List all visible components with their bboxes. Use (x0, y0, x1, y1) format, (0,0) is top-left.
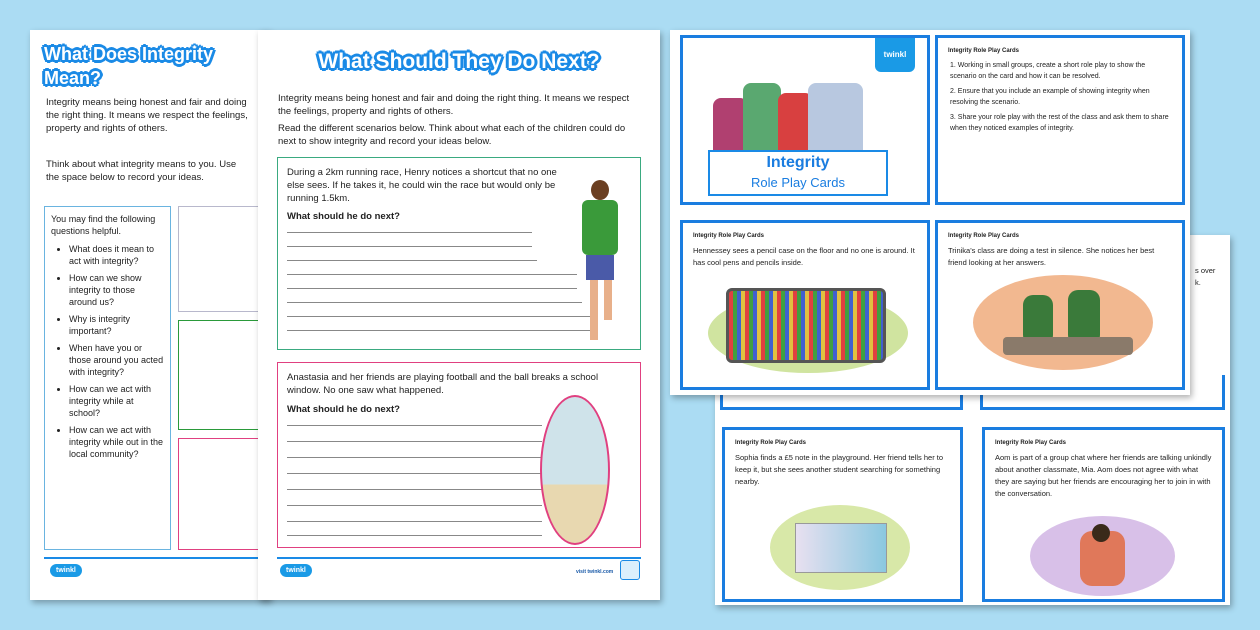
card-header: Integrity Role Play Cards (948, 48, 1020, 54)
twinkl-logo: twinkl (50, 564, 82, 577)
cover-subtitle: Role Play Cards (751, 175, 845, 190)
question-item: • How can we show integrity to those around us? (69, 272, 164, 308)
helper-questions-box (44, 206, 171, 550)
card-sheet-front (670, 30, 1190, 395)
worksheet-title: What Does Integrity Mean? (44, 44, 214, 88)
answer-box[interactable] (178, 438, 270, 550)
intro-text: Integrity means being honest and fair and doing the right thing. It means we respect the feelings, property and rights of others. (46, 97, 248, 134)
twinkl-logo: twinkl (280, 564, 312, 577)
cover-title-panel (708, 150, 888, 196)
scenario-box-henry (277, 157, 641, 350)
answer-line[interactable] (287, 489, 542, 490)
answer-line[interactable] (287, 316, 597, 317)
answer-line[interactable] (287, 232, 532, 233)
answer-line[interactable] (287, 288, 577, 289)
card-scenario: Aom is part of a group chat where her friends are talking unkindly about another classmate, Mia. Aom does not agree with what they are saying but her friends are encouraging her to join in with the conversation. (995, 453, 1212, 498)
five-pound-note-illustration (770, 505, 910, 590)
answer-line[interactable] (287, 505, 542, 506)
answer-line[interactable] (287, 535, 542, 536)
scenario-text: During a 2km running race, Henry notices a shortcut that no one else sees. If he takes it, he could win the race but would only be running 1.5km. (287, 167, 557, 204)
card-header: Integrity Role Play Cards (735, 440, 807, 446)
question-item: • When have you or those around you acted with integrity? (69, 342, 164, 378)
instruction-text: Think about what integrity means to you. Use the space below to record your ideas. (46, 159, 237, 183)
role-play-card-trinika (935, 220, 1185, 390)
students-test-illustration (973, 275, 1153, 370)
scenario-question: What should he do next? (287, 211, 400, 222)
scenario-text: Anastasia and her friends are playing football and the ball breaks a school window. No one saw what happened. (287, 372, 599, 396)
answer-line[interactable] (287, 441, 542, 442)
instruction-step: 3. Share your role play with the rest of the class and ask them to share when they noticed examples of integrity. (950, 114, 1169, 132)
running-boy-illustration (576, 180, 626, 345)
role-play-card-sophia (722, 427, 963, 602)
footer-divider (277, 557, 641, 559)
answer-line[interactable] (287, 246, 532, 247)
scenario-question: What should he do next? (287, 404, 400, 415)
answer-line[interactable] (287, 302, 582, 303)
pencil-case-illustration (708, 293, 908, 373)
role-play-card-aom (982, 427, 1225, 602)
girl-on-chair-illustration (1030, 516, 1175, 596)
worksheet-what-should-they-do-next (258, 30, 660, 600)
question-item: • What does it mean to act with integrity? (69, 243, 164, 267)
answer-line[interactable] (287, 260, 537, 261)
card-scenario: Trinika's class are doing a test in silence. She notices her best friend looking at her answers. (948, 246, 1155, 267)
instruction-text: Read the different scenarios below. Think about what each of the children could do next to show integrity and record your ideas below. (278, 123, 626, 147)
answer-line[interactable] (287, 274, 577, 275)
answer-line[interactable] (287, 457, 542, 458)
card-header: Integrity Role Play Cards (995, 440, 1067, 446)
answer-line[interactable] (287, 330, 597, 331)
answer-box[interactable] (178, 206, 270, 312)
answer-box[interactable] (178, 320, 270, 430)
answer-line[interactable] (287, 425, 542, 426)
broken-window-illustration (540, 395, 610, 545)
instruction-step: 1. Working in small groups, create a short role play to show the scenario on the card and how it can be resolved. (950, 62, 1146, 80)
answer-line[interactable] (287, 521, 542, 522)
card-scenario: Hennessey sees a pencil case on the floor and no one is around. It has cool pens and pencils inside. (693, 246, 915, 267)
hidden-text-fragment: s over (1195, 266, 1216, 275)
instruction-step: 2. Ensure that you include an example of showing integrity when resolving the scenario. (950, 88, 1150, 106)
hidden-card-fragment (1195, 265, 1215, 289)
question-item: • How can we act with integrity while at school? (69, 383, 164, 419)
cover-title: Integrity (766, 154, 830, 171)
card-header: Integrity Role Play Cards (693, 233, 765, 239)
twinkl-logo: twinkl (875, 38, 915, 72)
footer-divider (44, 557, 270, 559)
hidden-text-fragment: k. (1195, 278, 1201, 287)
intro-text: Integrity means being honest and fair and doing the right thing. It means we respect the feelings, property and rights of others. (278, 93, 630, 117)
worksheet-title: What Should They Do Next? (318, 50, 600, 73)
answer-line[interactable] (287, 473, 542, 474)
role-play-card-hennessey (680, 220, 930, 390)
helper-intro: You may find the following questions helpful. (51, 214, 156, 236)
instructions-card (935, 35, 1185, 205)
card-header: Integrity Role Play Cards (948, 233, 1020, 239)
question-item: • How can we act with integrity while out in the local community? (69, 424, 164, 460)
card-scenario: Sophia finds a £5 note in the playground. Her friend tells her to keep it, but she sees another student searching for something nearby. (735, 453, 944, 486)
scenario-box-anastasia (277, 362, 641, 548)
footer-link[interactable]: visit twinkl.com (576, 569, 614, 575)
worksheet-what-does-integrity-mean (30, 30, 270, 600)
question-item: • Why is integrity important? (69, 313, 164, 337)
cover-card (680, 35, 930, 205)
quality-badge-icon (620, 560, 640, 580)
